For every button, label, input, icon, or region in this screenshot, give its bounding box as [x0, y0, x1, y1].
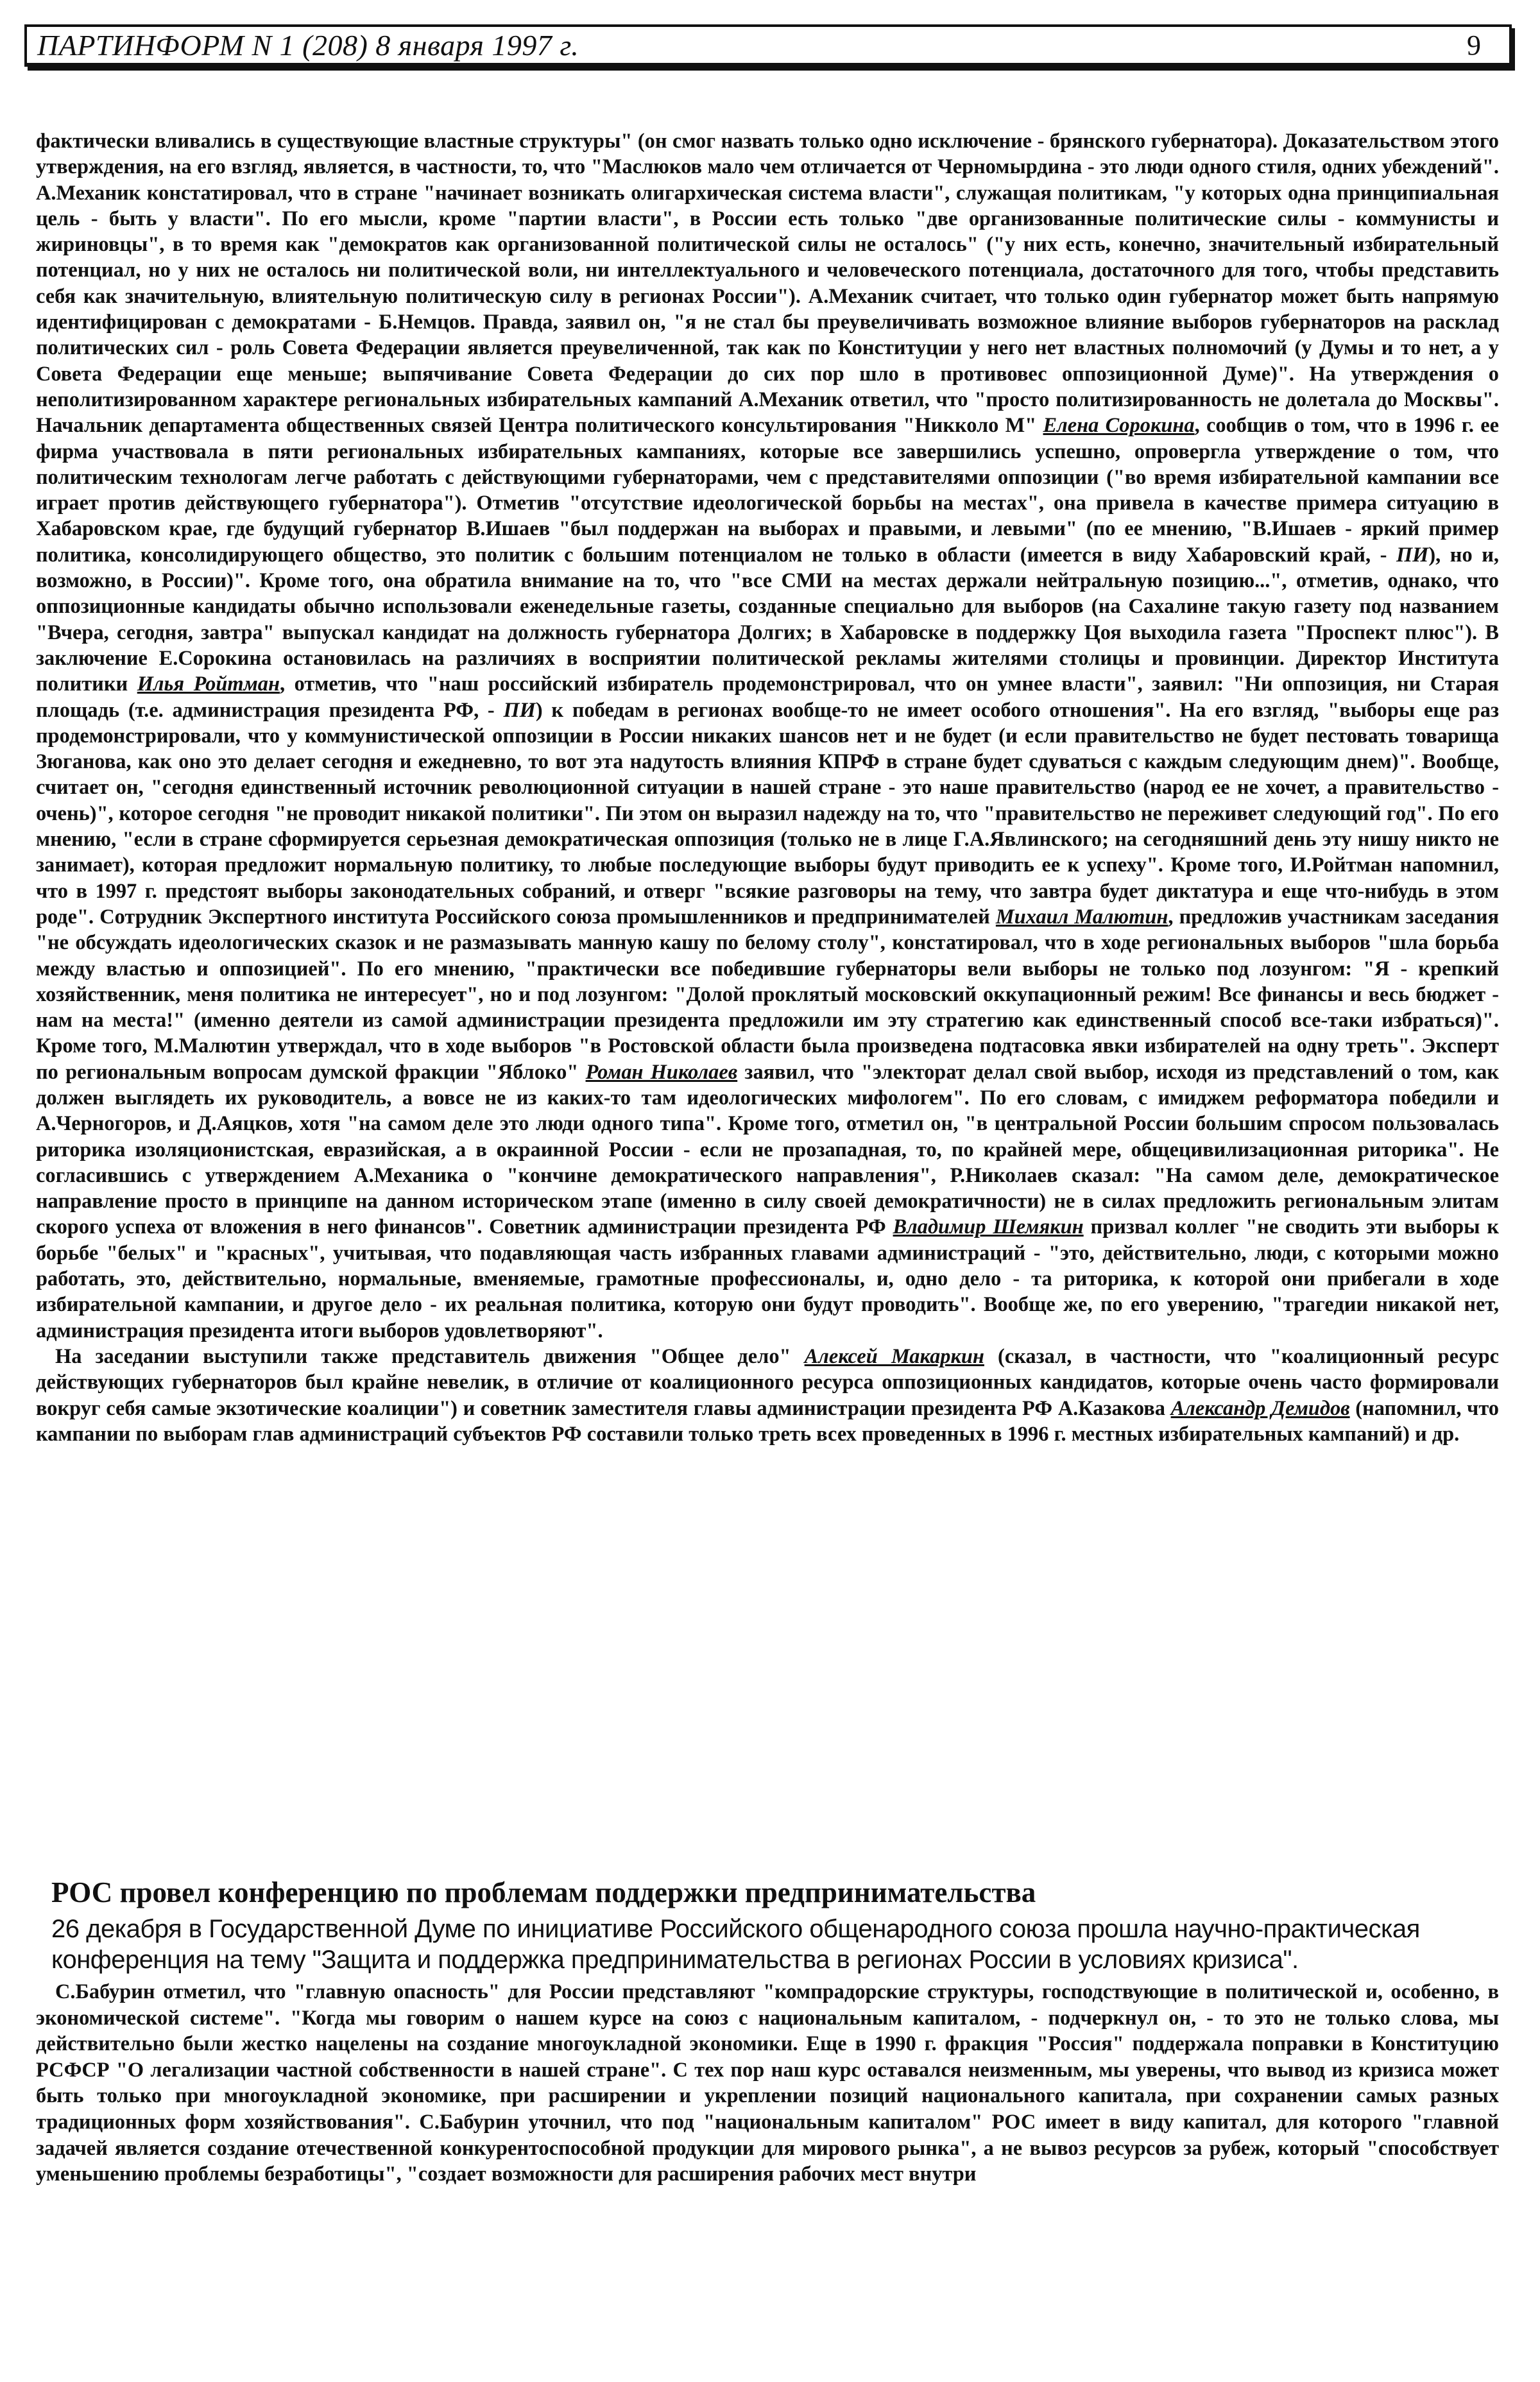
editor-note: ПИ: [1396, 543, 1429, 567]
text-run: , предложив участникам заседания "не обсуждать идеологических сказок и не размазывать манную кашу по белому столу", констатировал, что в ходе региональных выборов "шла борьба между властью и оппозицией". По его мнению, "практически все победившие губернаторы вели выборы не только под лозунгом: "Я - крепкий хозяйственник, меня политика не интересует", но и под лозунгом: "Долой проклятый московский оккупационный режим! Все финансы и весь бюджет - нам на места!" (именно деятели из самой администрации президента предложили им эту стратегию как единственный способ все-таки избраться)". Кроме того, М.Малютин утверждал, что в ходе выборов "в Ростовской области была произведена подтасовка явки избирателей на одну треть". Эксперт по региональным вопросам думской фракции "Яблоко": [36, 905, 1499, 1084]
text-run: , сообщив о том, что в 1996 г. ее фирма участвовала в пяти региональных избирательных кампаниях, которые все завершились успешно, опровергла утверждение о том, что политическим технологам легче работать с действующими губернаторами, чем с представителями оппозиции ("во время избирательной кампании все играет против действующего губернатора"). Отметив "отсутствие идеологической борьбы на местах", она привела в качестве примера ситуацию в Хабаровском крае, где будущий губернатор В.Ишаев "был поддержан на выборах и правыми, и левыми" (по ее мнению, "В.Ишаев - яркий пример политика, консолидирующего общество, это политик с большим потенциалом не только в области (имеется в виду Хабаровский край, -: [36, 414, 1499, 567]
article-1: [36, 128, 1499, 1447]
article-2-paragraph-1: С.Бабурин отметил, что "главную опасность" для России представляют "компрадорские структуры, господствующие в политической и, особенно, в экономической системе". "Когда мы говорим о нашем курсе на союз с национальным капиталом, - подчеркнул он, - то это не только слова, мы действительно были жестко нацелены на создание многоукладной экономики. Еще в 1990 г. фракция "Россия" поддержала поправки в Конституцию РСФСР "О легализации частной собственности в нашей стране". С тех пор наш курс оставался неизменным, мы уверены, что вывод из кризиса может быть только при многоукладной экономике, при расширении и укреплении позиций национального капитала, при сохранении самых разных традиционных форм хозяйствования". С.Бабурин уточнил, что под "национальным капиталом" РОС имеет в виду капитал, для которого "главной задачей является создание отечественной конкурентоспособной продукции для мирового рынка", а не вывоз ресурсов за рубеж, который "способствует уменьшению проблемы безработицы", "создает возможности для расширения рабочих мест внутри: [36, 1980, 1499, 2186]
article-1-paragraph-1: [36, 128, 1499, 1344]
text-run: , отметив, что "наш российский избиратель продемонстрировал, что он умнее власти", заявил: "Ни оппозиция, ни Старая площадь (т.е. администрация президента РФ, -: [36, 673, 1500, 722]
article-2-title: РОС провел конференцию по проблемам поддержки предпринимательства: [51, 1876, 1036, 1908]
text-run: ), но и, возможно, в России)". Кроме того, она обратила внимание на то, что "все СМИ на местах держали нейтральную позицию...", отметив, однако, что оппозиционные кандидаты обычно использовали еженедельные газеты, созданные специально для выборов (на Сахалине такую газету под названием "Вчера, сегодня, завтра" выпускал кандидат на должность губернатора Долгих; в Хабаровске в поддержку Цоя выходила газета "Проспект плюс"). В заключение Е.Сорокина остановилась на различиях в восприятии политической рекламы жителями столицы и провинции. Директор Института политики: [36, 543, 1499, 696]
article-1-paragraph-2: [36, 1344, 1499, 1447]
person-name: Михаил Малютин: [995, 905, 1168, 929]
publication-title: ПАРТИНФОРМ N 1 (208) 8 января 1997 г.: [37, 28, 579, 62]
editor-note: ПИ: [503, 698, 536, 722]
text-run: призвал коллег "не сводить эти выборы к борьбе "белых" и "красных", учитывая, что подавляющая часть избранных главами администраций - "это, действительно, люди, с которыми можно работать, это, действительно, нормальные, вменяемые, грамотные профессионалы, и, одно дело - та риторика, к которой они прибегали в ходе избирательной кампании, и другое дело - их реальная политика, которую они будут проводить". Вообще же, по его уверению, "трагедии никакой нет, администрация президента итоги выборов удовлетворяют".: [36, 1215, 1499, 1342]
person-name: Алексей Макаркин: [804, 1344, 984, 1368]
text-run: заявил, что "электорат делал свой выбор, исходя из представлений о том, как должен выглядеть их руководитель, а вовсе не из каких-то там идеологических мифологем". По его словам, с имиджем реформатора победили и А.Черногоров, и Д.Аяцков, хотя "на самом деле это люди одного типа". Кроме того, отметил он, "в центральной России большим спросом пользовалась риторика изоляционистская, евразийская, а в окраинной России - если не прозападная, то, по крайней мере, общецивилизационная риторика". Не согласившись с утверждением А.Механика о "кончине демократического направления", Р.Николаев сказал: "На самом деле, демократическое направление просто в принципе на данном историческом этапе (именно в силу своей демократичности) не в силах предложить региональным элитам скорого успеха от вложения в него финансов". Советник администрации президента РФ: [36, 1060, 1499, 1239]
text-run: (напомнил, что кампании по выборам глав администраций субъектов РФ составили только треть всех проведенных в 1996 г. местных избирательных кампаний) и др.: [36, 1396, 1499, 1446]
person-name: Роман Николаев: [585, 1060, 738, 1084]
text-run: фактически вливались в существующие властные структуры" (он смог назвать только одно исключение - брянского губернатора). Доказательством этого утверждения, на его взгляд, является, в частности, то, что "Маслюков мало чем отличается от Черномырдина - это люди одного стиля, одних убеждений". А.Механик констатировал, что в стране "начинает возникать олигархическая система власти", служащая политикам, "у которых одна принципиальная цель - быть у власти". По его мысли, кроме "партии власти", в России есть только "две организованные политические силы - коммунисты и жириновцы", в то время как "демократов как организованной политической силы не осталось" ("у них есть, конечно, значительный избирательный потенциал, но у них не осталось ни политической воли, ни интеллектуального и человеческого потенциала, достаточного для того, чтобы представить себя как значительную, влиятельную политическую силу в регионах России"). А.Механик считает, что только один губернатор может быть напрямую идентифицирован с демократами - Б.Немцов. Правда, заявил он, "я не стал бы преувеличивать возможное влияние выборов губернаторов на расклад политических сил - роль Совета Федерации является преувеличенной, так как по Конституции у него нет властных полномочий (у Думы и то нет, а у Совета Федерации еще меньше; выпячивание Совета Федерации до сих пор шло в противовес оппозиционной Думе)". На утверждения о неполитизированном характере региональных избирательных кампаний А.Механик ответил, что "просто политизированность не долетала до Москвы". Начальник департамента общественных связей Центра политического консультирования "Никколо М": [36, 130, 1499, 438]
person-name: Александр Демидов: [1170, 1396, 1350, 1420]
article-2-lead: 26 декабря в Государственной Думе по инициативе Российского общенародного союза прошла научно-практическая конференция на тему "Защита и поддержка предпринимательства в регионах России в условиях кризиса".: [51, 1915, 1420, 1974]
text-run: На заседании выступили также представитель движения "Общее дело": [55, 1344, 805, 1368]
text-run: (сказал, в частности, что "коалиционный ресурс действующих губернаторов был крайне невелик, в отличие от коалиционного ресурса оппозиционных кандидатов, которые очень часто формировали вокруг себя самые экзотические коалиции") и советник заместителя главы администрации президента РФ А.Казакова: [36, 1344, 1499, 1420]
person-name: Елена Сорокина: [1043, 414, 1195, 438]
person-name: Владимир Шемякин: [893, 1215, 1084, 1239]
article-2-body: [36, 1979, 1499, 2188]
text-run: ) к победам в регионах вообще-то не имеет особого отношения". На его взгляд, "выборы еще раз продемонстрировали, что у коммунистической оппозиции в России никаких шансов нет и не будет (и если правительство не будет пестовать товарища Зюганова, как оно это делает сегодня и ежедневно, то вот эта надутость влияния КПРФ в стране будет сдуваться с каждым следующим днем)". Вообще, считает он, "сегодня единственный источник революционной ситуации в нашей стране - это наше правительство (народ ее не хочет, а правительство - очень)", которое сегодня "не проводит никакой политики". Пи этом он выразил надежду на то, что "правительство не переживет следующий год". По его мнению, "если в стране сформируется серьезная демократическая оппозиция (только не в лице Г.А.Явлинского; на сегодняшний день эту нишу никто не занимает), которая предложит нормальную политику, то любые последующие выборы будут приводить ее к успеху". Кроме того, И.Ройтман напомнил, что в 1997 г. предстоят выборы законодательных собраний, и отверг "всякие разговоры на тему, что завтра будет диктатура и еще что-нибудь в этом роде". Сотрудник Экспертного института Российского союза промышленников и предпринимателей: [36, 698, 1500, 929]
page-header: [24, 24, 1512, 67]
person-name: Илья Ройтман: [137, 673, 280, 696]
page-number: 9: [1467, 29, 1481, 61]
